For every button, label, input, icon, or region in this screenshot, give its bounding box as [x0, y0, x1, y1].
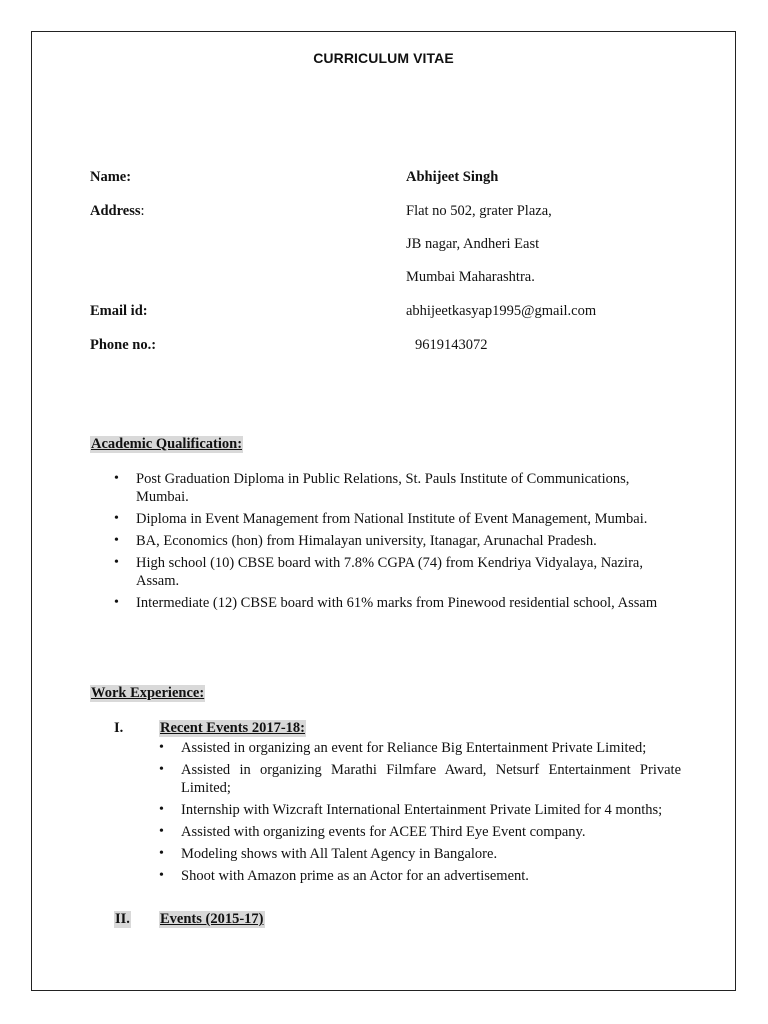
list-item — [114, 554, 674, 590]
email-label: Email id: — [90, 303, 148, 319]
work-heading: Work Experience: — [91, 685, 205, 701]
list-item — [159, 867, 681, 885]
work-item-text: Modeling shows with All Talent Agency in Bangalore. — [181, 846, 498, 862]
academic-item-text: Intermediate (12) CBSE board with 61% marks from Pinewood residential school, Assam — [136, 595, 658, 611]
academic-item-text: High school (10) CBSE board with 7.8% CGPA (74) from Kendriya Vidyalaya, Nazira, Assam. — [136, 555, 643, 589]
bullet-icon: • — [159, 762, 164, 777]
phone-value: 9619143072 — [415, 337, 488, 353]
list-item — [159, 739, 681, 757]
academic-heading: Academic Qualification: — [91, 436, 243, 452]
bullet-icon: • — [114, 533, 119, 548]
bullet-icon: • — [159, 824, 164, 839]
phone-label: Phone no.: — [90, 337, 157, 353]
recent-events-list — [159, 739, 681, 889]
address-line-3: Mumbai Maharashtra. — [406, 269, 535, 285]
list-item — [159, 823, 681, 841]
bullet-icon: • — [114, 511, 119, 526]
list-item — [114, 532, 674, 550]
recent-events-heading: Recent Events 2017-18: — [160, 720, 305, 736]
list-item — [114, 510, 674, 528]
bullet-icon: • — [159, 846, 164, 861]
section-numeral-2: II. — [115, 911, 130, 927]
bullet-icon: • — [114, 595, 119, 610]
list-item — [159, 761, 681, 797]
address-label-text: Address — [90, 203, 141, 219]
list-item — [159, 801, 681, 819]
work-item-text: Shoot with Amazon prime as an Actor for an advertisement. — [181, 868, 529, 884]
list-item — [159, 845, 681, 863]
bullet-icon: • — [159, 868, 164, 883]
address-label — [90, 203, 145, 220]
academic-item-text: Diploma in Event Management from National Institute of Event Management, Mumbai. — [136, 511, 648, 527]
list-item — [114, 470, 674, 506]
bullet-icon: • — [159, 802, 164, 817]
academic-item-text: BA, Economics (hon) from Himalayan university, Itanagar, Arunachal Pradesh. — [136, 533, 597, 549]
academic-list — [114, 470, 674, 616]
document-page — [31, 31, 736, 991]
address-line-1: Flat no 502, grater Plaza, — [406, 203, 552, 219]
address-line-2: JB nagar, Andheri East — [406, 236, 540, 252]
work-item-text: Assisted in organizing Marathi Filmfare Award, Netsurf Entertainment Private Limited; — [181, 762, 681, 796]
document-title: CURRICULUM VITAE — [313, 50, 454, 66]
name-value: Abhijeet Singh — [406, 169, 499, 185]
bullet-icon: • — [114, 555, 119, 570]
address-label-colon: : — [140, 203, 145, 219]
academic-item-text: Post Graduation Diploma in Public Relations, St. Pauls Institute of Communications, Mumbai. — [136, 471, 630, 505]
name-label: Name: — [90, 169, 132, 185]
bullet-icon: • — [159, 740, 164, 755]
section-numeral-1: I. — [114, 720, 124, 736]
list-item — [114, 594, 674, 612]
email-value: abhijeetkasyap1995@gmail.com — [406, 303, 597, 319]
work-item-text: Assisted in organizing an event for Reliance Big Entertainment Private Limited; — [181, 740, 647, 756]
work-item-text: Assisted with organizing events for ACEE Third Eye Event company. — [181, 824, 586, 840]
work-item-text: Internship with Wizcraft International Entertainment Private Limited for 4 months; — [181, 802, 663, 818]
bullet-icon: • — [114, 471, 119, 486]
events-2015-heading: Events (2015-17) — [160, 911, 264, 927]
